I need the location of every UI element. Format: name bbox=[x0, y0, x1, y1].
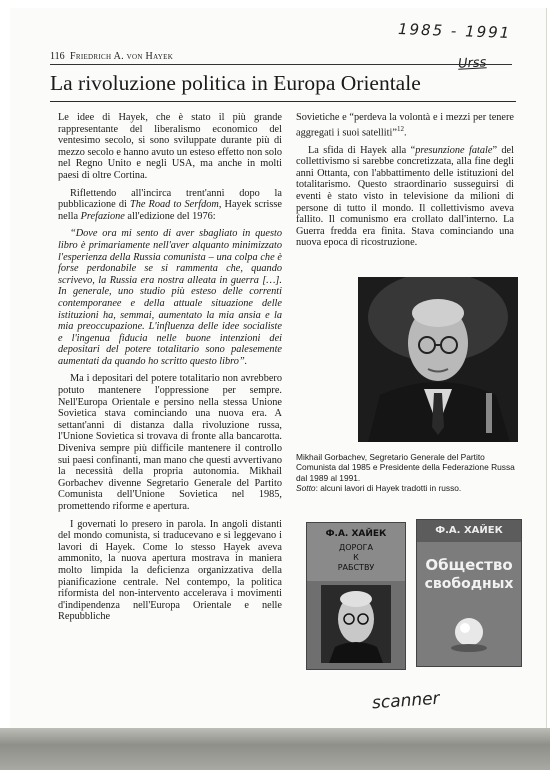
caption-sotto-label: Sotto bbox=[296, 483, 316, 494]
header-rule bbox=[50, 64, 512, 65]
book-author: Ф.А. ХАЙЕК bbox=[435, 525, 503, 536]
globe-illustration bbox=[441, 604, 497, 660]
book-title-road-to-serfdom: The Road to Serfdom bbox=[130, 199, 219, 211]
paragraph-totalitarian: Ma i depositari del potere totalitario non avrebbero potuto mantenere l'oppressione per sempre. Nell'Europa Orientale e persino nella stessa Unione Sovietica stava cominciando una nuova era. A settant'anni di distanza dalla rivoluzione russa, l'Unione Sovietica si trovava di fronte alla bancarotta. Diveniva sempre più difficile mantenere il controllo sui paesi confinanti, man mano che questi avvertivano la necessità della propria autonomia. Mikhail Gorbachev divenne Segretario Generale del Partito Comunista dell'Unione Sovietica nel 1985, promettendo riforme e apertura. bbox=[58, 373, 282, 512]
footnote-ref: 12 bbox=[396, 124, 404, 133]
book-title-line: РАБСТВУ bbox=[337, 563, 375, 572]
running-author: Friedrich A. von Hayek bbox=[70, 51, 174, 62]
text-run: Sovietiche e “perdeva la volontà e i mezzi per tenere aggregati i suoi satelliti” bbox=[296, 112, 514, 139]
gorbachev-photo bbox=[358, 277, 518, 442]
text-run: . bbox=[403, 127, 407, 139]
running-header bbox=[50, 51, 516, 65]
preface-word: Prefazione bbox=[80, 210, 125, 222]
handwritten-mark: Urss bbox=[457, 55, 487, 72]
scanner-bed-strip bbox=[0, 728, 550, 770]
paragraph-governed: I governati lo presero in parola. In angoli distanti del mondo comunista, si traducevano e si leggevano i lavori di Hayek. Come lo stesso Hayek aveva ammonito, la nuova apertura mostrava in maniera molto limpida la deficienza organizzativa della pianificazione centrale. Nel contempo, la politica riformista del non-intervento accelerava i movimenti d'indipendenza nell'Europa Orientale e nelle Repubbliche bbox=[58, 518, 282, 623]
page-number: 116 bbox=[50, 51, 65, 62]
hayek-quote: “Dove ora mi sento di aver sbagliato in questo libro è primariamente nell'aver alquanto minimizzato l'esperienza della Russia comunista – una colpa che è forse perdonabile se si rammenta che, quando scrivevo, la Russia era nostra alleata in guerra […]. In generale, uno studio più esteso delle correnti contemporanee e della attuale situazione delle istituzioni ha, semmai, aumentato la mia ansia e la mia preoccupazione. L'influenza delle idee socialiste e l'ingenua fiducia nelle buone intenzioni dei depositari del potere totalitario sono palesemente aumentati da quando ho scritto questo libro”. bbox=[58, 228, 282, 367]
paragraph-satellites bbox=[296, 112, 514, 139]
right-column bbox=[296, 112, 514, 270]
book-title-line: К bbox=[353, 553, 359, 562]
paragraph-fatal-conceit bbox=[296, 145, 514, 249]
book-cover-road-to-serfdom bbox=[306, 522, 406, 670]
paragraph-intro: Le idee di Hayek, che è stato il più grande rappresentante del liberalismo economico del ventesimo secolo, si sono sviluppate durante più di mezzo secolo e hanno avuto un esteso effetto non solo nel Regno Unito e negli USA, ma anche in molti paesi di oltre Cortina. bbox=[58, 112, 282, 181]
paragraph-reflection bbox=[58, 188, 282, 223]
caption-sotto bbox=[296, 483, 518, 493]
photo-caption bbox=[296, 452, 518, 494]
title-rule bbox=[50, 101, 516, 102]
text-run: all'edizione del 1976: bbox=[124, 210, 216, 222]
caption-sotto-text: : alcuni lavori di Hayek tradotti in russo. bbox=[315, 483, 462, 494]
book-title-line: ДОРОГА bbox=[338, 543, 374, 552]
left-column bbox=[58, 112, 282, 672]
book-title-line: Общество bbox=[425, 556, 513, 574]
handwritten-note: scanner bbox=[371, 688, 441, 714]
text-run: , Hayek scrisse nella bbox=[58, 199, 282, 222]
chapter-title: La rivoluzione politica in Europa Orientale bbox=[50, 71, 421, 95]
handwritten-years: 1985 - 1991 bbox=[397, 20, 512, 42]
text-run: La sfida di Hayek alla “ bbox=[308, 144, 416, 156]
text-run: ” del collettivismo si sarebbe concretizzata, alla fine degli anni Ottanta, con l'abbattimento delle istituzioni del totalitarismo. Questo straordinario susseguirsi di eventi è stato visto in televisione da milioni di persone di tutto il mondo. Il collettivismo aveva fallito. Il comunismo era crollato dall'interno. La Guerra fredda era finita. Stava cominciando una nuova epoca di ricostruzione. bbox=[296, 144, 514, 249]
book-cover-constitution-of-liberty bbox=[416, 519, 522, 667]
caption-line: Mikhail Gorbachev, Segretario Generale del Partito Comunista dal 1985 e Presidente della Federazione Russa dal 1989 al 1991. bbox=[296, 452, 515, 483]
fatal-conceit-term: presunzione fatale bbox=[415, 144, 493, 156]
hayek-portrait-illustration bbox=[321, 585, 391, 663]
portrait-illustration bbox=[358, 277, 518, 442]
text-run: Riflettendo all'incirca trent'anni dopo la pubblicazione di bbox=[58, 187, 282, 211]
book-title-line: свободных bbox=[424, 576, 514, 592]
book-author: Ф.А. ХАЙЕК bbox=[325, 529, 387, 539]
